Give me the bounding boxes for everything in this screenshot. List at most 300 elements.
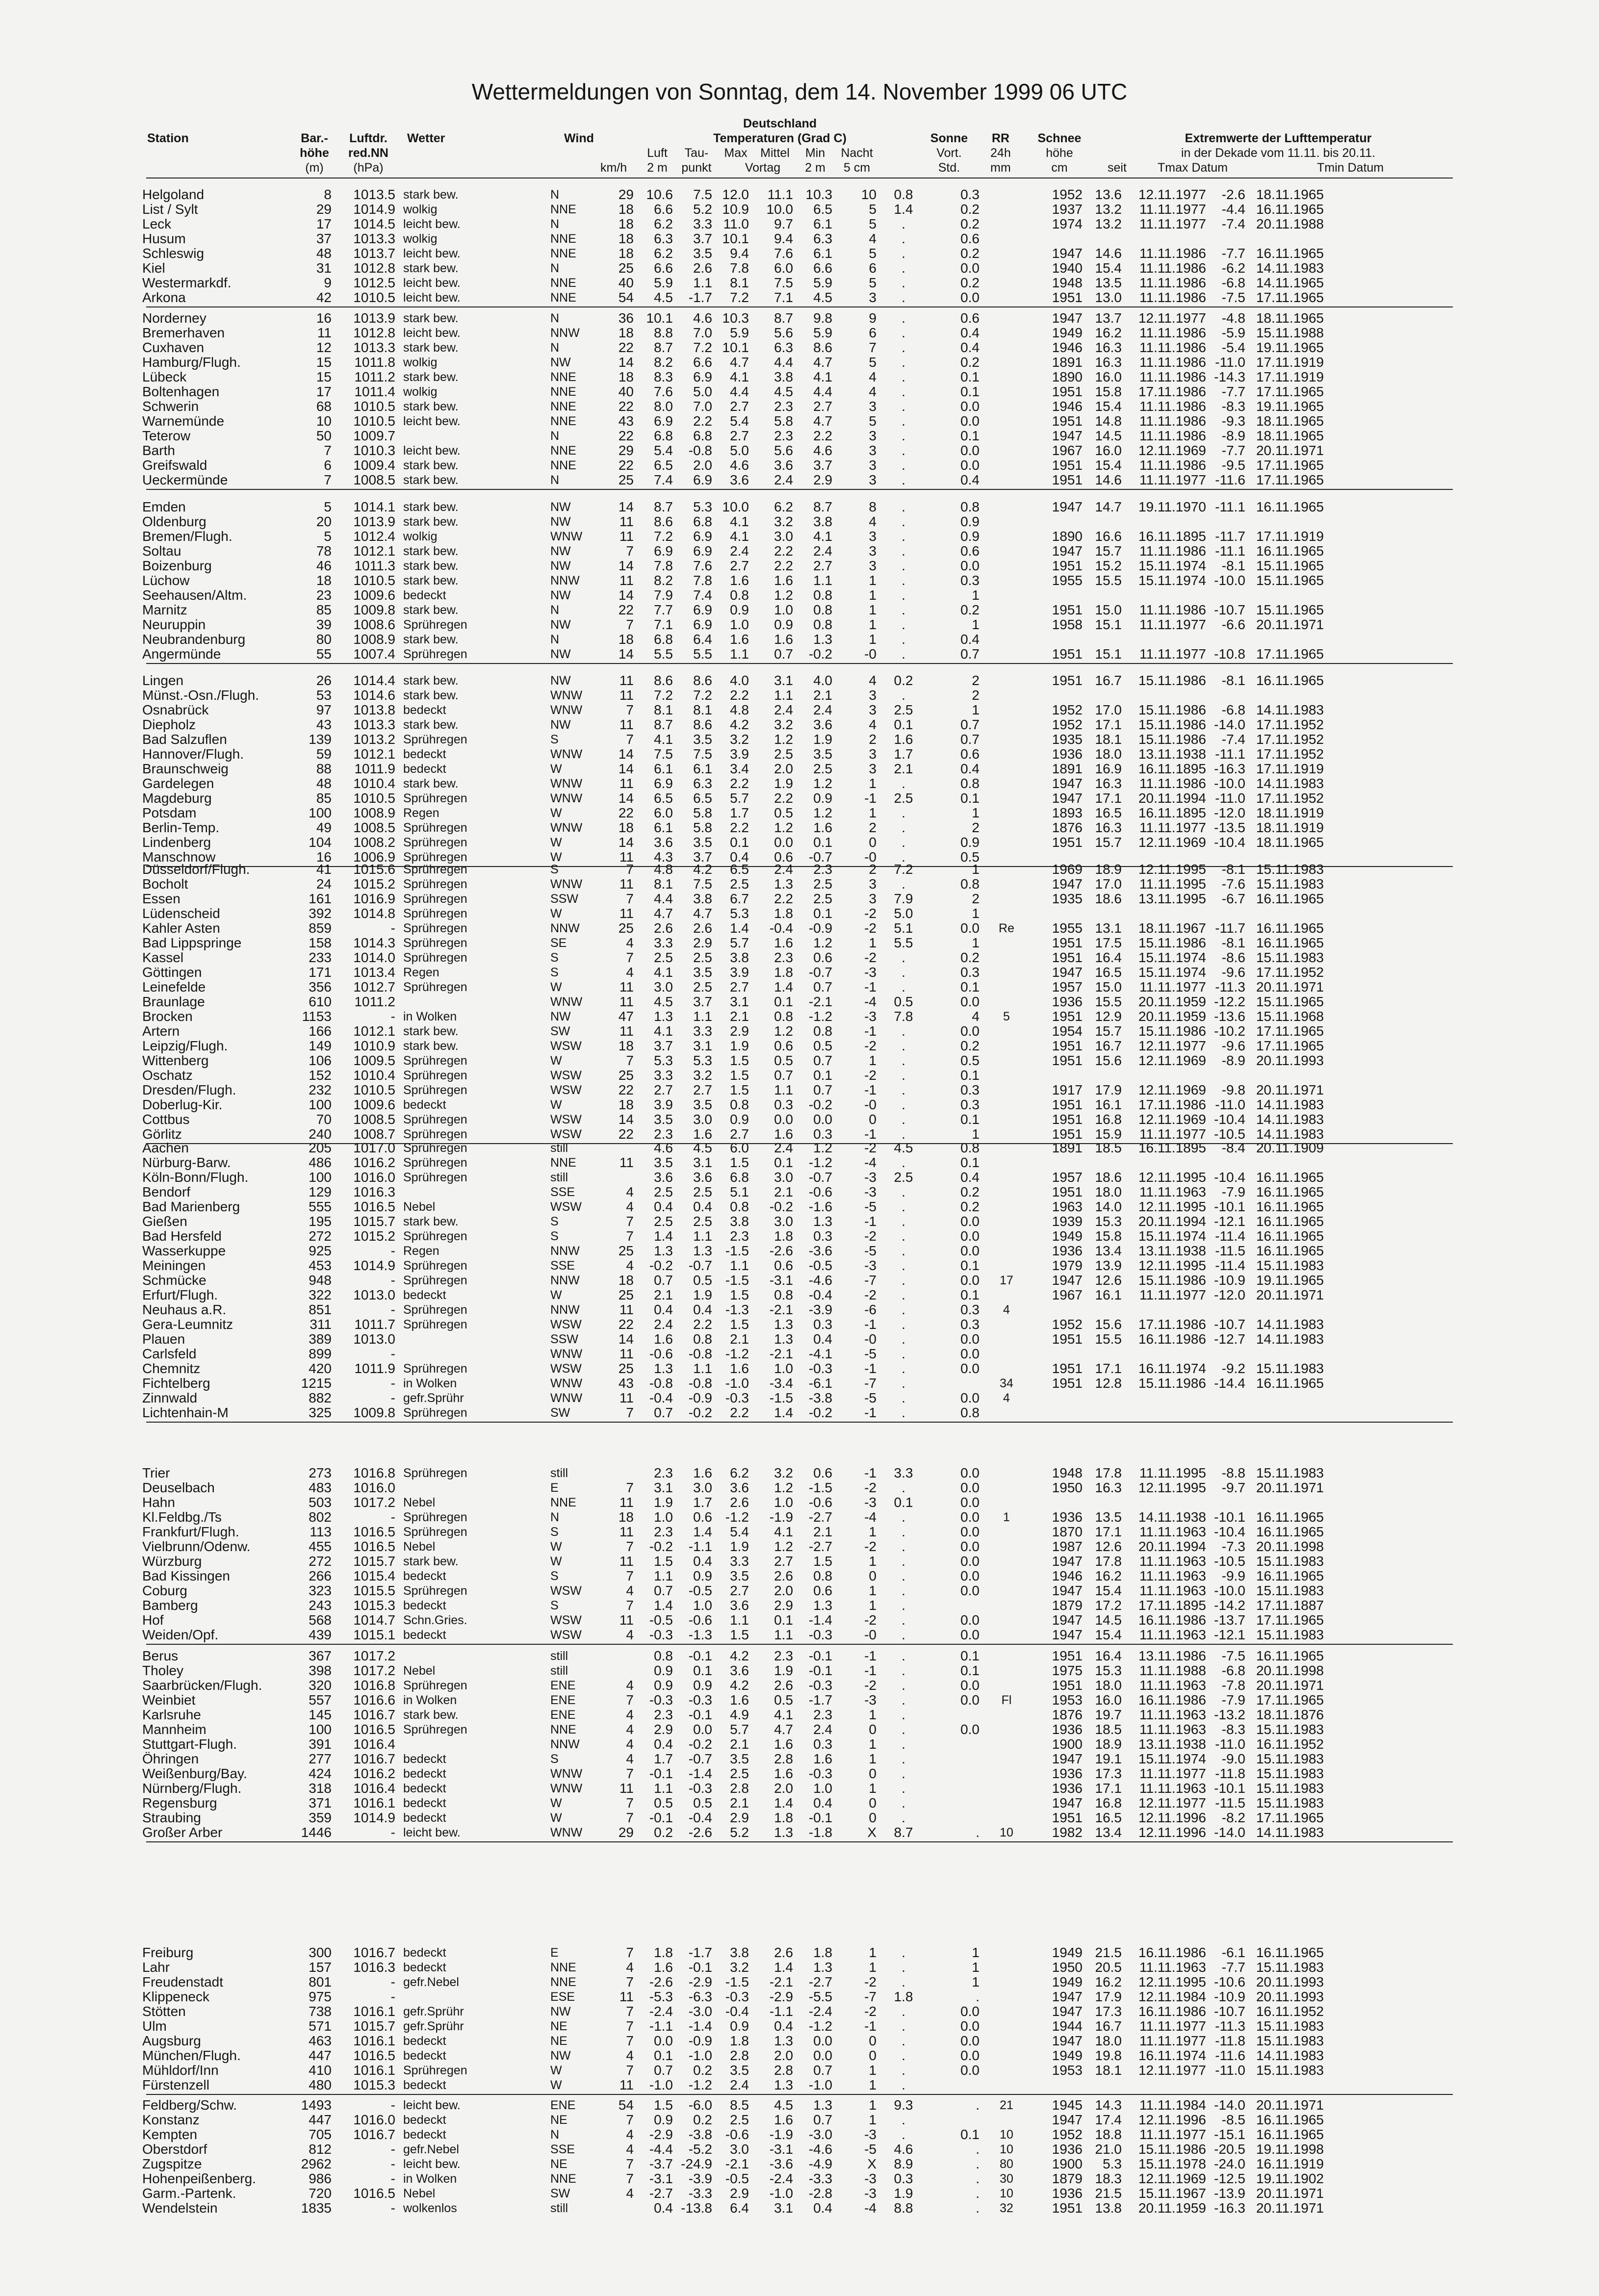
table-cell: 18.0 bbox=[1095, 1678, 1122, 1693]
table-cell: W bbox=[550, 1540, 562, 1554]
table-cell: -10.5 bbox=[1214, 1127, 1245, 1142]
table-cell: 40 bbox=[618, 276, 634, 290]
table-cell: 2.4 bbox=[813, 703, 832, 717]
table-cell: 18 bbox=[618, 246, 634, 261]
table-cell: 15.0 bbox=[1095, 980, 1122, 995]
table-cell: -13.7 bbox=[1214, 1613, 1245, 1628]
table-cell: 11 bbox=[619, 776, 634, 791]
table-cell: in Wolken bbox=[403, 1693, 457, 1707]
table-cell: -3.1 bbox=[769, 1273, 793, 1288]
table-cell: 1008.6 bbox=[353, 617, 395, 632]
table-cell: . bbox=[902, 1347, 905, 1361]
table-cell: 0.1 bbox=[693, 1663, 712, 1678]
table-cell: -0.3 bbox=[808, 1678, 832, 1693]
table-cell: - bbox=[390, 2171, 395, 2186]
table-cell: 1945 bbox=[1052, 2098, 1083, 2113]
table-cell: still bbox=[550, 1649, 568, 1663]
table-row bbox=[142, 1391, 1324, 1405]
table-cell: -2.1 bbox=[769, 1347, 793, 1361]
table-cell: 13.7 bbox=[1095, 311, 1122, 326]
table-cell: 1947 bbox=[1052, 429, 1083, 443]
table-cell: 0.1 bbox=[960, 1068, 980, 1083]
table-row bbox=[142, 2113, 1324, 2127]
table-cell: 11 bbox=[619, 1302, 634, 1317]
table-cell: . bbox=[902, 2048, 905, 2063]
station-name: Plauen bbox=[142, 1332, 185, 1347]
table-cell: 1014.5 bbox=[353, 217, 395, 231]
table-cell: -0 bbox=[864, 850, 877, 865]
table-cell: -5.9 bbox=[1221, 326, 1245, 340]
table-cell bbox=[980, 588, 1033, 603]
table-cell: 12.11.1969 bbox=[1138, 1112, 1206, 1127]
table-cell: 14.11.1983 bbox=[1256, 261, 1324, 276]
table-cell: 11.11.1986 bbox=[1139, 544, 1206, 559]
table-cell: 4.1 bbox=[654, 1024, 673, 1039]
table-cell: 1949 bbox=[1052, 1975, 1083, 1990]
table-cell: -2.9 bbox=[649, 2127, 673, 2142]
table-cell: 0.7 bbox=[654, 2063, 673, 2078]
table-cell: 12.11.1995 bbox=[1138, 862, 1206, 877]
table-cell: 1.5 bbox=[730, 1155, 749, 1170]
table-cell: 11 bbox=[619, 688, 634, 703]
table-cell: -14.2 bbox=[1214, 1598, 1245, 1613]
table-cell: -10.4 bbox=[1214, 1525, 1245, 1539]
table-cell: N bbox=[550, 261, 560, 275]
table-cell: -10.1 bbox=[1214, 1781, 1245, 1796]
table-cell: 5.7 bbox=[730, 791, 749, 806]
table-cell bbox=[980, 514, 1033, 529]
group-divider bbox=[146, 663, 1453, 664]
table-cell: 0.1 bbox=[960, 1112, 980, 1127]
spacer-cell bbox=[395, 936, 403, 950]
table-cell: 2.7 bbox=[654, 1083, 673, 1097]
table-cell: 1.3 bbox=[774, 877, 793, 892]
table-cell: 1.7 bbox=[894, 747, 913, 762]
spacer-cell bbox=[395, 588, 403, 603]
table-cell: 6.3 bbox=[693, 776, 712, 791]
table-cell: 15.2 bbox=[1095, 559, 1122, 573]
station-name: Cottbus bbox=[142, 1112, 190, 1127]
table-cell: Regen bbox=[403, 806, 439, 820]
table-cell: -0.3 bbox=[808, 1628, 832, 1642]
station-name: Mühldorf/Inn bbox=[142, 2063, 219, 2078]
table-cell: 1016.5 bbox=[353, 2048, 395, 2063]
table-cell: S bbox=[550, 1752, 559, 1766]
station-name: Hof bbox=[142, 1613, 164, 1628]
table-cell: 1879 bbox=[1052, 1598, 1083, 1613]
table-cell: Sprühregen bbox=[403, 821, 467, 835]
table-cell: . bbox=[902, 1405, 905, 1420]
table-cell: NE bbox=[550, 2034, 567, 2048]
table-cell: leicht bew. bbox=[403, 291, 461, 305]
table-cell: 1958 bbox=[1052, 617, 1083, 632]
table-cell: 2.4 bbox=[813, 544, 832, 559]
table-cell: 1.9 bbox=[894, 2186, 913, 2201]
table-cell: 3.6 bbox=[654, 1170, 673, 1185]
table-cell: 1.5 bbox=[730, 1628, 749, 1642]
table-cell: . bbox=[976, 2186, 980, 2201]
table-cell: 0.4 bbox=[960, 326, 980, 340]
table-cell: still bbox=[550, 1171, 568, 1184]
station-name: Carlsfeld bbox=[142, 1347, 197, 1361]
table-cell: 11 bbox=[619, 573, 634, 588]
table-cell: 5.3 bbox=[654, 1053, 673, 1068]
table-cell: 6.7 bbox=[730, 892, 749, 906]
table-cell: 0.5 bbox=[960, 1053, 980, 1068]
table-cell: 1.3 bbox=[774, 1332, 793, 1347]
table-cell bbox=[980, 355, 1033, 370]
table-cell: Nebel bbox=[403, 1496, 436, 1509]
table-cell bbox=[1122, 231, 1206, 246]
table-cell: W bbox=[550, 2064, 562, 2077]
table-cell: 1948 bbox=[1052, 1466, 1083, 1480]
table-cell bbox=[1206, 906, 1245, 921]
table-cell: 1947 bbox=[1052, 776, 1083, 791]
table-cell: 4 bbox=[869, 673, 877, 688]
table-cell: -3 bbox=[864, 2127, 877, 2142]
table-cell: stark bew. bbox=[403, 1024, 459, 1038]
table-cell: 1936 bbox=[1052, 747, 1083, 762]
table-cell: 1947 bbox=[1052, 877, 1083, 892]
table-cell: 1011.9 bbox=[354, 1361, 395, 1376]
table-cell: 851 bbox=[309, 1302, 332, 1317]
table-cell: -10.9 bbox=[1214, 1273, 1245, 1288]
table-cell: Sprühregen bbox=[403, 1723, 467, 1736]
table-cell: -5.5 bbox=[808, 1990, 832, 2004]
table-cell: 6.9 bbox=[654, 544, 673, 559]
table-cell: 1012.1 bbox=[353, 747, 395, 762]
table-cell bbox=[980, 717, 1033, 732]
table-cell: 0.0 bbox=[960, 1332, 980, 1347]
spacer-cell bbox=[395, 2157, 403, 2171]
table-cell: 2.2 bbox=[774, 791, 793, 806]
table-cell: 6.9 bbox=[693, 603, 712, 617]
table-cell: 18.6 bbox=[1095, 892, 1122, 906]
station-group-table bbox=[142, 1945, 1324, 2092]
table-cell: 1951 bbox=[1052, 458, 1083, 473]
table-cell: 0.6 bbox=[813, 950, 832, 965]
table-cell: -3 bbox=[864, 1495, 877, 1510]
table-cell: -2 bbox=[864, 906, 877, 921]
table-cell: bedeckt bbox=[403, 1811, 446, 1825]
table-cell: . bbox=[902, 1244, 905, 1258]
table-cell: 1.4 bbox=[730, 921, 749, 936]
table-row bbox=[142, 544, 1324, 559]
table-cell: . bbox=[902, 1214, 905, 1229]
table-cell: 14.11.1983 bbox=[1256, 776, 1324, 791]
station-name: Oberstdorf bbox=[142, 2142, 207, 2157]
table-cell: 610 bbox=[309, 995, 332, 1009]
table-cell: 1951 bbox=[1052, 2201, 1083, 2216]
table-cell: 20.11.1971 bbox=[1256, 617, 1324, 632]
table-cell: 15.11.1983 bbox=[1256, 1466, 1324, 1480]
spacer-cell bbox=[395, 355, 403, 370]
table-cell: -8.8 bbox=[1221, 1466, 1245, 1480]
station-name: Wittenberg bbox=[142, 1053, 209, 1068]
table-cell: -10.7 bbox=[1214, 2004, 1245, 2019]
table-cell bbox=[980, 1127, 1033, 1142]
table-cell: 4 bbox=[626, 2142, 634, 2157]
table-cell: 1 bbox=[869, 617, 877, 632]
table-cell: 1.6 bbox=[813, 820, 832, 835]
table-cell: 0.0 bbox=[654, 2034, 673, 2048]
table-cell: 1.2 bbox=[774, 732, 793, 747]
table-cell: 272 bbox=[309, 1554, 332, 1569]
table-cell: 0.9 bbox=[960, 529, 980, 544]
table-cell bbox=[1122, 1155, 1206, 1170]
col-nacht-unit: 5 cm bbox=[843, 161, 871, 175]
table-cell: . bbox=[902, 2004, 905, 2019]
table-cell: 3.0 bbox=[730, 2142, 749, 2157]
table-cell: 0.4 bbox=[654, 1199, 673, 1214]
table-cell: 15.11.1983 bbox=[1256, 1628, 1324, 1642]
table-cell: -2.9 bbox=[769, 1990, 793, 2004]
table-cell: 16.11.1965 bbox=[1256, 921, 1324, 936]
table-cell: 20.11.1994 bbox=[1138, 1214, 1206, 1229]
station-name: Düsseldorf/Flugh. bbox=[142, 862, 250, 877]
table-cell: . bbox=[902, 1569, 905, 1583]
table-cell: . bbox=[902, 980, 905, 995]
table-cell: -3.7 bbox=[649, 2157, 673, 2171]
table-cell: 5.5 bbox=[654, 647, 673, 662]
table-cell: 12.11.1977 bbox=[1138, 1039, 1206, 1053]
table-cell: W bbox=[550, 806, 562, 820]
table-cell: 1 bbox=[869, 1708, 877, 1722]
table-cell: . bbox=[902, 1811, 905, 1825]
table-cell: 1016.5 bbox=[353, 1199, 395, 1214]
table-cell: -8.3 bbox=[1221, 399, 1245, 414]
table-cell: 1013.2 bbox=[353, 732, 395, 747]
table-cell: 4.7 bbox=[730, 355, 749, 370]
table-cell: 1010.5 bbox=[353, 290, 395, 305]
table-cell: 0.2 bbox=[693, 2113, 712, 2127]
table-cell: 1.5 bbox=[730, 1288, 749, 1302]
table-cell: -11.4 bbox=[1215, 1229, 1245, 1244]
table-cell: -0.3 bbox=[688, 1781, 712, 1796]
table-cell: 6.4 bbox=[693, 632, 712, 647]
table-cell: 11.11.1986 bbox=[1139, 276, 1206, 290]
table-cell: 0.2 bbox=[960, 217, 980, 231]
table-cell: Sprühregen bbox=[403, 1141, 467, 1155]
table-cell: N bbox=[550, 473, 560, 487]
table-cell: 1010.4 bbox=[353, 776, 395, 791]
table-cell: 4.9 bbox=[730, 1708, 749, 1722]
table-cell: 7 bbox=[626, 950, 634, 965]
table-cell: 68 bbox=[316, 399, 332, 414]
table-cell: 17 bbox=[316, 217, 332, 231]
table-cell: 7.8 bbox=[654, 559, 673, 573]
station-name: Feldberg/Schw. bbox=[142, 2098, 237, 2113]
table-cell: 0.8 bbox=[960, 1141, 980, 1155]
table-cell: -2.6 bbox=[1221, 187, 1245, 202]
table-cell: 4 bbox=[1003, 1391, 1010, 1405]
table-cell: 0.0 bbox=[960, 1214, 980, 1229]
col-rr-header: RR bbox=[991, 131, 1010, 145]
table-cell: . bbox=[902, 544, 905, 559]
table-cell: 1951 bbox=[1052, 1009, 1083, 1024]
table-cell: . bbox=[902, 1598, 905, 1613]
table-cell bbox=[980, 1083, 1033, 1097]
table-cell: SW bbox=[550, 1406, 570, 1420]
table-cell: 1016.9 bbox=[353, 892, 395, 906]
table-cell: 1012.8 bbox=[353, 261, 395, 276]
table-cell bbox=[980, 632, 1033, 647]
table-cell: 17.9 bbox=[1095, 1990, 1122, 2004]
table-cell: 5.6 bbox=[774, 443, 793, 458]
table-cell: 3.7 bbox=[654, 1039, 673, 1053]
table-cell: 1013.3 bbox=[353, 340, 395, 355]
table-cell: 17.11.1919 bbox=[1256, 370, 1324, 384]
table-cell: 1.5 bbox=[730, 1068, 749, 1083]
table-row bbox=[142, 1766, 1324, 1781]
table-cell: leicht bew. bbox=[403, 326, 461, 340]
table-cell: 1.1 bbox=[730, 1613, 749, 1628]
table-cell: 25 bbox=[618, 921, 634, 936]
spacer-cell bbox=[395, 2113, 403, 2127]
table-cell: 11.11.1986 bbox=[1139, 290, 1206, 305]
table-cell: -4 bbox=[864, 1510, 877, 1525]
table-cell: W bbox=[550, 1796, 562, 1810]
table-cell bbox=[980, 1332, 1033, 1347]
table-cell: 1951 bbox=[1052, 290, 1083, 305]
table-cell: 5 bbox=[869, 202, 877, 217]
table-cell: -11.0 bbox=[1215, 1097, 1245, 1112]
table-cell: - bbox=[390, 1273, 395, 1288]
table-cell: -2 bbox=[864, 950, 877, 965]
table-cell: 1012.5 bbox=[353, 276, 395, 290]
table-cell: 11.11.1995 bbox=[1139, 1466, 1206, 1480]
table-cell: 2.3 bbox=[654, 1466, 673, 1480]
table-cell: 1.2 bbox=[813, 1141, 832, 1155]
table-cell: 3.5 bbox=[693, 1097, 712, 1112]
table-cell: 20.11.1971 bbox=[1256, 2098, 1324, 2113]
table-cell: 0.0 bbox=[960, 1525, 980, 1539]
table-cell: -0.2 bbox=[688, 1405, 712, 1420]
table-cell: WNW bbox=[550, 1347, 583, 1361]
table-cell: Sprühregen bbox=[403, 1679, 467, 1692]
table-cell: 18.0 bbox=[1095, 747, 1122, 762]
table-row bbox=[142, 1960, 1324, 1975]
table-cell: -0.2 bbox=[808, 1097, 832, 1112]
table-cell bbox=[980, 2004, 1033, 2019]
table-cell: 0.9 bbox=[654, 1663, 673, 1678]
table-cell: WSW bbox=[550, 1628, 582, 1642]
table-cell: 3 bbox=[869, 762, 877, 776]
table-cell: -2.1 bbox=[769, 1302, 793, 1317]
table-cell: . bbox=[902, 1024, 905, 1039]
spacer-cell bbox=[395, 2142, 403, 2157]
spacer-cell bbox=[395, 1170, 403, 1185]
table-cell: -0.9 bbox=[688, 2034, 712, 2048]
table-cell: 18.6 bbox=[1095, 1170, 1122, 1185]
table-row bbox=[142, 399, 1324, 414]
table-cell bbox=[980, 1466, 1033, 1480]
table-cell: 1012.1 bbox=[353, 1024, 395, 1039]
table-cell: 1876 bbox=[1052, 820, 1083, 835]
table-cell: 1969 bbox=[1052, 862, 1083, 877]
col-luft-unit: 2 m bbox=[647, 161, 668, 175]
table-cell: 1951 bbox=[1052, 384, 1083, 399]
table-cell: -11.1 bbox=[1215, 500, 1245, 514]
table-cell: stark bew. bbox=[403, 574, 459, 587]
table-cell: 11 bbox=[619, 1495, 634, 1510]
table-cell: 4.1 bbox=[654, 965, 673, 980]
station-name: Lüdenscheid bbox=[142, 906, 220, 921]
table-cell bbox=[980, 732, 1033, 747]
table-cell: -7 bbox=[864, 1990, 877, 2004]
station-name: Artern bbox=[142, 1024, 180, 1039]
col-sonne-unit: Std. bbox=[938, 161, 960, 175]
table-cell: . bbox=[902, 276, 905, 290]
station-name: Leipzig/Flugh. bbox=[142, 1039, 228, 1053]
table-cell: bedeckt bbox=[403, 1782, 446, 1795]
table-cell: 2.2 bbox=[774, 544, 793, 559]
table-cell: 15.8 bbox=[1095, 1229, 1122, 1244]
table-cell: 1016.4 bbox=[353, 1737, 395, 1752]
table-cell: 4.3 bbox=[654, 850, 673, 865]
table-cell: 11.11.1986 bbox=[1139, 261, 1206, 276]
table-cell: 0.4 bbox=[960, 473, 980, 487]
table-cell: 1947 bbox=[1052, 1583, 1083, 1598]
table-cell: 13.11.1938 bbox=[1138, 1244, 1206, 1258]
table-cell bbox=[1122, 2078, 1206, 2092]
table-cell: 1014.8 bbox=[353, 906, 395, 921]
table-cell: 3.5 bbox=[693, 732, 712, 747]
table-cell: 6.9 bbox=[654, 776, 673, 791]
table-row bbox=[142, 1199, 1324, 1214]
table-cell: 0.1 bbox=[654, 2048, 673, 2063]
table-cell: 16.5 bbox=[1095, 965, 1122, 980]
table-cell: stark bew. bbox=[403, 473, 459, 487]
table-cell: in Wolken bbox=[403, 2172, 457, 2186]
table-cell: 9 bbox=[869, 311, 877, 326]
table-cell: -1.7 bbox=[808, 1693, 832, 1708]
table-cell: 0.4 bbox=[693, 1554, 712, 1569]
table-cell: 16.8 bbox=[1095, 1796, 1122, 1811]
table-cell: 12.11.1995 bbox=[1138, 1975, 1206, 1990]
spacer-cell bbox=[395, 1155, 403, 1170]
table-cell: 0.4 bbox=[654, 2201, 673, 2216]
table-cell: 14.11.1965 bbox=[1256, 276, 1324, 290]
table-cell: 39 bbox=[316, 617, 332, 632]
table-cell: 7 bbox=[626, 1214, 634, 1229]
spacer-cell bbox=[395, 414, 403, 429]
table-cell: 0.3 bbox=[774, 1097, 793, 1112]
spacer-cell bbox=[395, 276, 403, 290]
table-cell bbox=[599, 1141, 634, 1155]
table-cell: -2 bbox=[864, 1068, 877, 1083]
table-cell: 0.3 bbox=[813, 1229, 832, 1244]
table-cell: Nebel bbox=[403, 2187, 436, 2200]
table-cell: 0.0 bbox=[960, 2019, 980, 2034]
table-cell: N bbox=[550, 1510, 560, 1524]
table-cell: 17.0 bbox=[1095, 877, 1122, 892]
table-cell: -0.3 bbox=[808, 1361, 832, 1376]
table-row bbox=[142, 995, 1324, 1009]
table-cell: 17.11.1986 bbox=[1138, 1097, 1206, 1112]
table-cell: 8.1 bbox=[730, 276, 749, 290]
table-cell: 11 bbox=[619, 906, 634, 921]
table-cell: 0.0 bbox=[960, 559, 980, 573]
table-cell: 16.11.1965 bbox=[1256, 544, 1324, 559]
table-cell: -3.9 bbox=[688, 2171, 712, 2186]
table-cell: 16.7 bbox=[1095, 2019, 1122, 2034]
table-cell bbox=[980, 747, 1033, 762]
table-cell: 2.7 bbox=[730, 980, 749, 995]
table-cell: 19.7 bbox=[1095, 1708, 1122, 1722]
table-row bbox=[142, 717, 1324, 732]
table-cell: 12.6 bbox=[1095, 1539, 1122, 1554]
